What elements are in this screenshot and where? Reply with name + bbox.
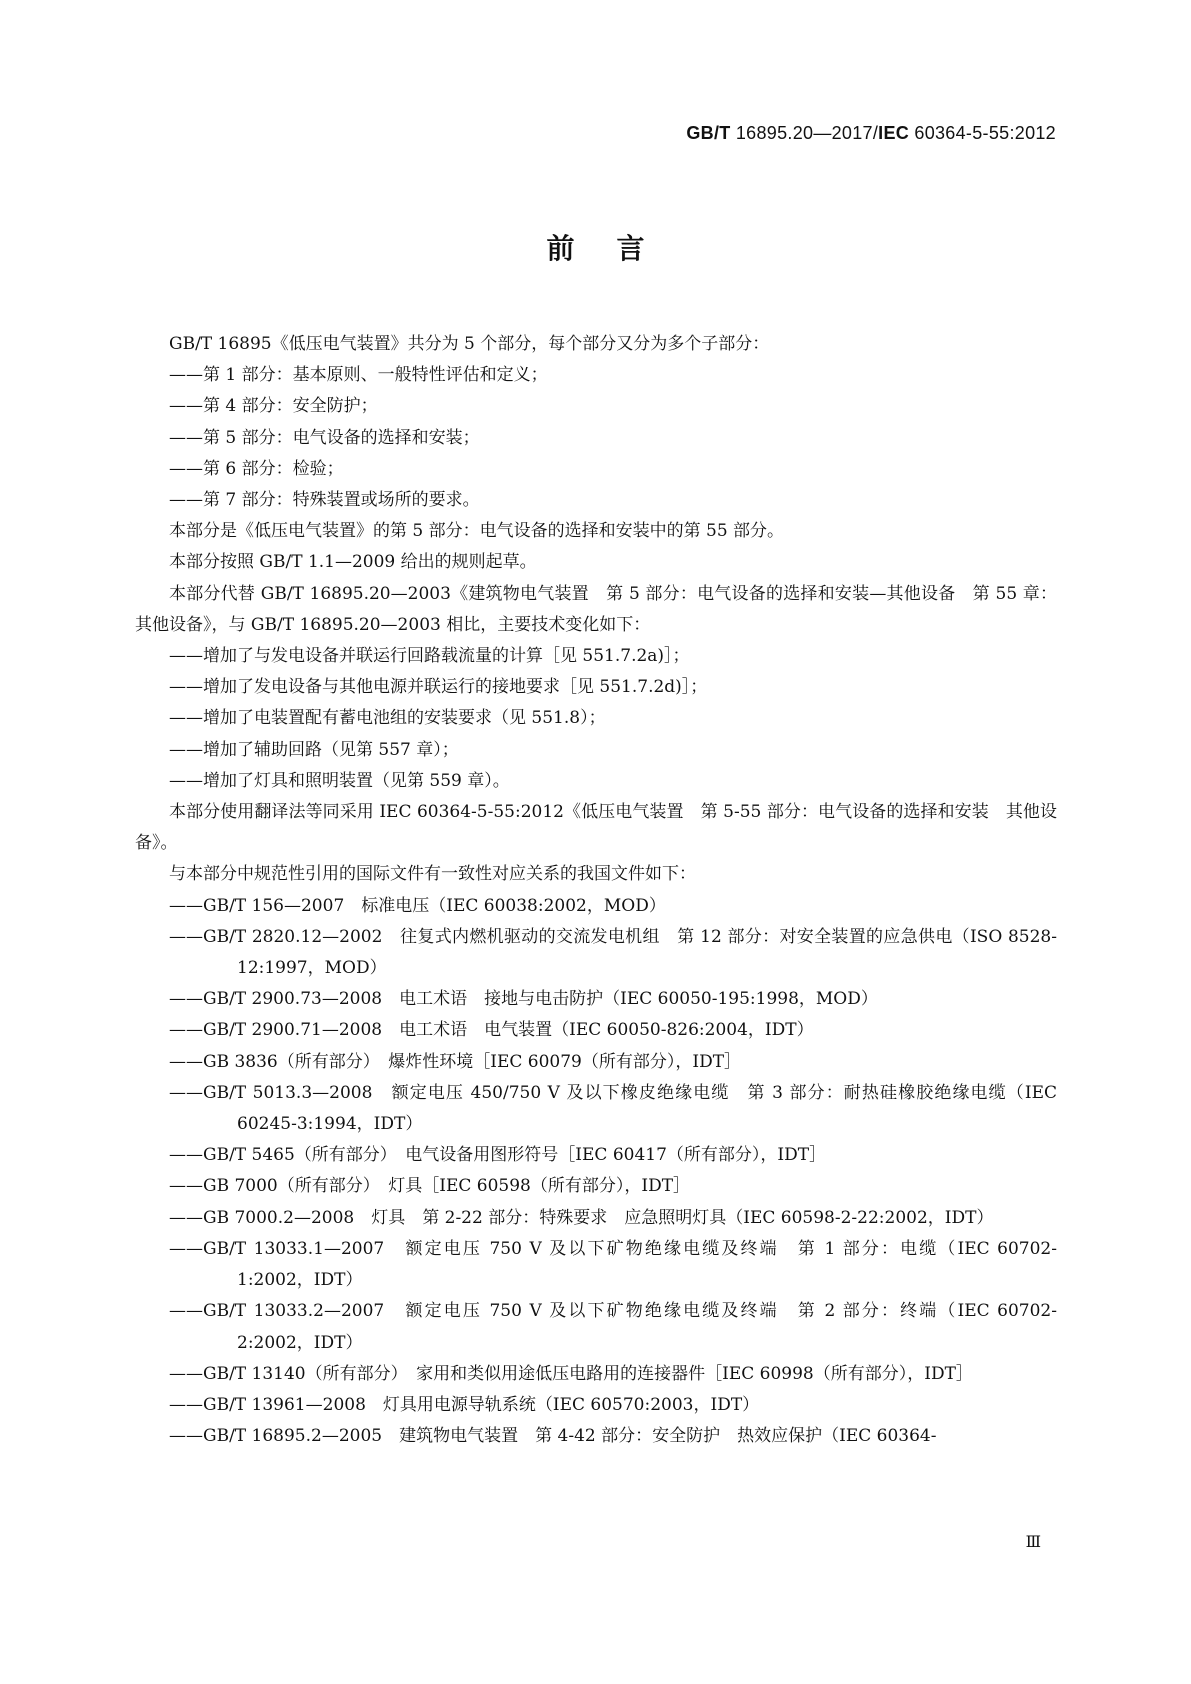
std-number: 16895.20—2017/ — [730, 123, 879, 143]
list-item: ——GB/T 13033.2—2007 额定电压 750 V 及以下矿物绝缘电缆及终端 第 2 部分：终端（IEC 60702-2:2002，IDT） — [169, 1301, 1057, 1353]
list-item: ——GB/T 2900.71—2008 电工术语 电气装置（IEC 60050-826:2004，IDT） — [169, 1020, 814, 1041]
page-number: Ⅲ — [1025, 1534, 1041, 1551]
list-item: ——增加了灯具和照明装置（见第 559 章）。 — [169, 770, 510, 791]
list-item: ——GB/T 13961—2008 灯具用电源导轨系统（IEC 60570:2003，IDT） — [169, 1394, 760, 1415]
list-item: ——GB/T 5465（所有部分） 电气设备用图形符号［IEC 60417（所有部分），IDT］ — [169, 1145, 827, 1166]
list-item: ——GB 3836（所有部分） 爆炸性环境［IEC 60079（所有部分），IDT］ — [169, 1051, 742, 1072]
list-item: ——GB/T 156—2007 标准电压（IEC 60038:2002，MOD） — [169, 895, 666, 916]
list-item: ——增加了辅助回路（见第 557 章）； — [169, 739, 459, 760]
iec-number: 60364-5-55:2012 — [909, 123, 1056, 143]
list-item: ——GB 7000（所有部分） 灯具［IEC 60598（所有部分），IDT］ — [169, 1176, 691, 1197]
list-item: ——GB/T 5013.3—2008 额定电压 450/750 V 及以下橡皮绝缘电缆 第 3 部分：耐热硅橡胶绝缘电缆（IEC 60245-3:1994，IDT） — [169, 1082, 1057, 1135]
paragraph: 本部分使用翻译法等同采用 IEC 60364-5-55:2012《低压电气装置 第 5-55 部分：电气设备的选择和安装 其他设备》。 — [135, 802, 1057, 854]
list-item: ——增加了电装置配有蓄电池组的安装要求（见 551.8）； — [169, 708, 606, 729]
list-item: ——GB/T 2900.73—2008 电工术语 接地与电击防护（IEC 60050-195:1998，MOD） — [169, 989, 878, 1010]
paragraph: GB/T 16895《低压电气装置》共分为 5 个部分，每个部分又分为多个子部分： — [169, 334, 770, 354]
list-item: ——第 5 部分：电气设备的选择和安装； — [169, 427, 480, 448]
document-body — [135, 329, 1057, 1452]
paragraph: 与本部分中规范性引用的国际文件有一致性对应关系的我国文件如下： — [169, 864, 696, 885]
list-item: ——第 1 部分：基本原则、一般特性评估和定义； — [169, 365, 548, 386]
iec-prefix: IEC — [878, 123, 910, 143]
list-item: ——GB 7000.2—2008 灯具 第 2-22 部分：特殊要求 应急照明灯具（IEC 60598-2-22:2002，IDT） — [169, 1207, 994, 1228]
paragraph: 本部分是《低压电气装置》的第 5 部分：电气设备的选择和安装中的第 55 部分。 — [169, 521, 785, 542]
page-title: 前言 — [546, 232, 687, 265]
list-item: ——GB/T 13140（所有部分） 家用和类似用途低压电路用的连接器件［IEC 60998（所有部分），IDT］ — [169, 1363, 973, 1384]
list-item: ——GB/T 2820.12—2002 往复式内燃机驱动的交流发电机组 第 12 部分：对安全装置的应急供电（ISO 8528-12:1997，MOD） — [169, 926, 1057, 979]
list-item: ——增加了与发电设备并联运行回路载流量的计算［见 551.7.2a)］； — [169, 646, 690, 667]
list-item: ——增加了发电设备与其他电源并联运行的接地要求［见 551.7.2d)］； — [169, 677, 708, 698]
paragraph: 本部分按照 GB/T 1.1—2009 给出的规则起草。 — [169, 552, 537, 573]
paragraph: 本部分代替 GB/T 16895.20—2003《建筑物电气装置 第 5 部分：电气设备的选择和安装—其他设备 第 55 章：其他设备》，与 GB/T 16895.20—2003 相比，主要技术变化如下： — [135, 583, 1057, 635]
standard-header — [686, 123, 1056, 144]
list-item: ——GB/T 13033.1—2007 额定电压 750 V 及以下矿物绝缘电缆及终端 第 1 部分：电缆（IEC 60702-1:2002，IDT） — [169, 1238, 1057, 1291]
list-item: ——第 7 部分：特殊装置或场所的要求。 — [169, 490, 480, 511]
list-item: ——GB/T 16895.2—2005 建筑物电气装置 第 4-42 部分：安全防护 热效应保护（IEC 60364- — [169, 1426, 937, 1447]
list-item: ——第 4 部分：安全防护； — [169, 396, 378, 417]
list-item: ——第 6 部分：检验； — [169, 458, 344, 479]
std-prefix: GB/T — [686, 123, 731, 143]
